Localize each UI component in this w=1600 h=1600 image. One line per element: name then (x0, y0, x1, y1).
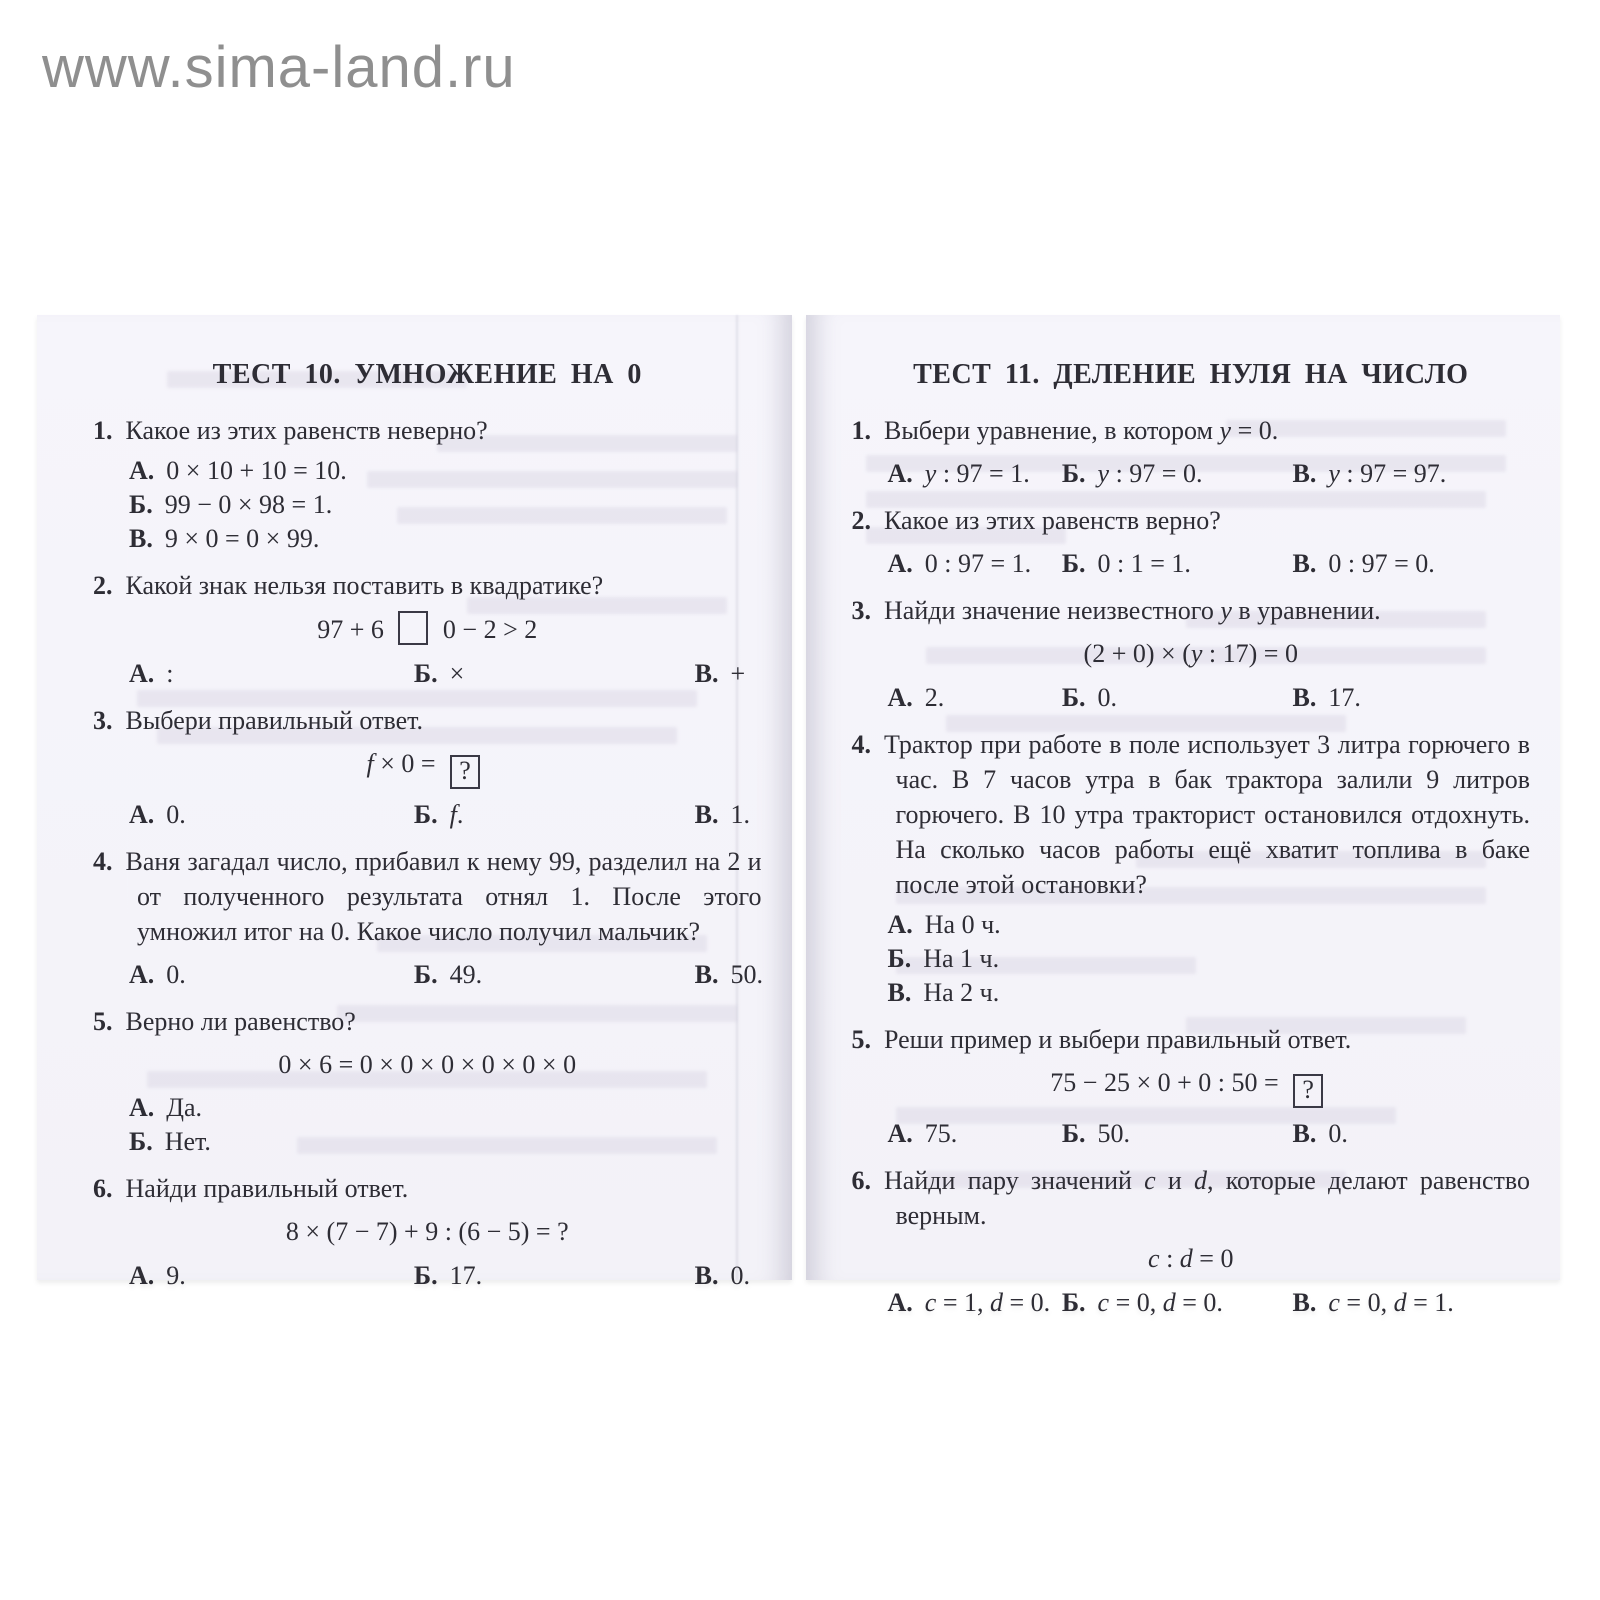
option-b (129, 488, 762, 522)
question-number: 2. (93, 571, 113, 600)
equation: 97 + 6 0 − 2 > 2 (93, 611, 762, 648)
option-letter: А. (129, 960, 155, 989)
option-letter: А. (129, 800, 155, 829)
option-text: 49. (449, 960, 483, 989)
empty-box (398, 611, 428, 645)
option-letter: А. (887, 1288, 913, 1317)
question-text: Трактор при работе в поле использует 3 литра горючего в час. В 7 часов утра в бак трактора залили 9 литров горючего. В 10 утра тракторист остановился отдохнуть. На сколько часов работы ещё хватит топлива в баке после этой остановки? (884, 730, 1530, 899)
question-2 (93, 568, 762, 691)
option-v (888, 976, 1531, 1010)
option-b (414, 957, 695, 992)
equation: 75 − 25 × 0 + 0 : 50 = ? (852, 1065, 1531, 1108)
option-letter: В. (887, 978, 912, 1007)
option-text: 1. (730, 800, 750, 829)
options-row (852, 680, 1531, 715)
option-a (852, 1285, 1062, 1320)
option-a (93, 1258, 414, 1293)
option-text: На 2 ч. (923, 978, 1000, 1007)
option-v (129, 522, 762, 556)
option-letter: В. (694, 960, 719, 989)
question-text: Какой знак нельзя поставить в квадратике? (125, 571, 604, 600)
option-text: 17. (449, 1261, 483, 1290)
option-text: y : 97 = 0. (1097, 459, 1203, 488)
option-letter: Б. (413, 659, 438, 688)
equation: (2 + 0) × (y : 17) = 0 (1083, 639, 1298, 668)
option-a (852, 1116, 1062, 1151)
option-v (1293, 546, 1530, 581)
question-number: 1. (93, 416, 113, 445)
option-letter: В. (129, 524, 153, 553)
question-number: 4. (93, 847, 113, 876)
option-letter: Б. (1061, 1288, 1086, 1317)
equation: 0 × 6 = 0 × 0 × 0 × 0 × 0 × 0 (278, 1050, 577, 1079)
options-row (852, 1285, 1531, 1320)
option-a (93, 656, 414, 691)
option-a (852, 546, 1062, 581)
option-letter: Б. (129, 1127, 153, 1156)
question-text: Найди пару значений c и d, которые делают равенство верным. (884, 1166, 1530, 1230)
option-v (695, 1258, 762, 1293)
option-b (1062, 1285, 1293, 1320)
options-stack (852, 908, 1531, 1010)
question-2 (852, 503, 1531, 581)
option-letter: В. (694, 800, 719, 829)
option-letter: А. (887, 910, 913, 939)
question-text: Найди правильный ответ. (125, 1174, 409, 1203)
option-text: 0 : 1 = 1. (1097, 549, 1191, 578)
watermark: www.sima-land.ru (42, 35, 516, 100)
option-text: c = 0, d = 0. (1097, 1288, 1223, 1317)
option-text: На 0 ч. (924, 910, 1001, 939)
option-letter: Б. (1061, 1119, 1086, 1148)
option-a (129, 1091, 762, 1125)
question-1 (852, 413, 1531, 491)
option-text: + (730, 659, 746, 688)
option-text: 50. (1097, 1119, 1131, 1148)
left-page-content (37, 315, 792, 1293)
option-text: y : 97 = 97. (1328, 459, 1447, 488)
option-text: y : 97 = 1. (924, 459, 1030, 488)
options-stack (93, 1091, 762, 1159)
question-number: 5. (851, 1025, 871, 1054)
option-v (1293, 1116, 1530, 1151)
question-text: Выбери уравнение, в котором y = 0. (884, 416, 1279, 445)
option-letter: Б. (413, 960, 438, 989)
option-text: Да. (166, 1093, 203, 1122)
options-row (852, 456, 1531, 491)
option-v (695, 957, 762, 992)
question-text: Выбери правильный ответ. (125, 706, 424, 735)
boxed-question-mark: ? (450, 755, 480, 789)
option-letter: А. (887, 459, 913, 488)
option-b (1062, 680, 1293, 715)
option-letter: В. (1292, 459, 1317, 488)
book-spread (37, 315, 1560, 1317)
option-letter: Б. (1061, 549, 1086, 578)
option-text: f. (449, 800, 464, 829)
option-letter: В. (1292, 683, 1317, 712)
options-row (852, 1116, 1531, 1151)
question-text: Какое из этих равенств верно? (884, 506, 1221, 535)
option-text: 75. (924, 1119, 958, 1148)
option-text: 9. (166, 1261, 186, 1290)
option-text: 0 : 97 = 0. (1328, 549, 1435, 578)
question-5 (93, 1004, 762, 1159)
option-b (1062, 546, 1293, 581)
option-b (1062, 1116, 1293, 1151)
option-b (414, 797, 695, 832)
option-v (695, 797, 762, 832)
option-letter: Б. (129, 490, 153, 519)
equation: f × 0 = ? (93, 746, 762, 789)
option-text: 0. (730, 1261, 750, 1290)
options-row (93, 656, 762, 691)
option-b (888, 942, 1531, 976)
question-1 (93, 413, 762, 556)
option-letter: В. (1292, 1119, 1317, 1148)
option-letter: В. (1292, 549, 1317, 578)
options-stack (93, 454, 762, 556)
question-3 (93, 703, 762, 832)
page-title: ТЕСТ 11. ДЕЛЕНИЕ НУЛЯ НА ЧИСЛО (913, 359, 1469, 390)
question-number: 5. (93, 1007, 113, 1036)
option-text: 0 : 97 = 1. (924, 549, 1032, 578)
question-text: Ваня загадал число, прибавил к нему 99, разделил на 2 и от полученного результата отнял 1. После этого умножил итог на 0. Какое число получил мальчик? (125, 847, 762, 946)
option-text: c = 1, d = 0. (924, 1288, 1051, 1317)
option-letter: А. (129, 1261, 155, 1290)
question-number: 2. (851, 506, 871, 535)
option-text: 0. (166, 960, 186, 989)
question-text: Верно ли равенство? (125, 1007, 356, 1036)
option-letter: А. (129, 659, 155, 688)
option-letter: А. (887, 1119, 913, 1148)
option-text: 9 × 0 = 0 × 99. (164, 524, 320, 553)
option-text: 0 × 10 + 10 = 10. (166, 456, 347, 485)
option-text: 50. (730, 960, 763, 989)
option-text: c = 0, d = 1. (1328, 1288, 1454, 1317)
options-row (93, 1258, 762, 1293)
option-text: : (166, 659, 174, 688)
option-a (852, 680, 1062, 715)
option-b (414, 656, 695, 691)
option-letter: Б. (413, 1261, 438, 1290)
option-text: 0. (166, 800, 186, 829)
left-page (37, 315, 792, 1290)
right-page (806, 315, 1561, 1317)
option-letter: Б. (1061, 459, 1086, 488)
option-letter: Б. (1061, 683, 1086, 712)
question-6 (93, 1171, 762, 1293)
option-text: 17. (1328, 683, 1361, 712)
option-a (852, 456, 1062, 491)
option-letter: Б. (887, 944, 912, 973)
boxed-question-mark: ? (1293, 1074, 1323, 1108)
option-letter: А. (129, 1093, 155, 1122)
option-a (129, 454, 762, 488)
question-text: Какое из этих равенств неверно? (125, 416, 488, 445)
question-number: 3. (93, 706, 113, 735)
question-number: 1. (851, 416, 871, 445)
option-letter: А. (887, 549, 913, 578)
option-v (1293, 1285, 1530, 1320)
option-letter: А. (887, 683, 913, 712)
question-number: 3. (851, 596, 871, 625)
option-letter: В. (1292, 1288, 1317, 1317)
option-text: 0. (1097, 683, 1118, 712)
options-row (93, 797, 762, 832)
question-number: 4. (851, 730, 871, 759)
option-text: × (449, 659, 465, 688)
question-4 (93, 844, 762, 992)
right-page-content (806, 315, 1561, 1320)
question-6 (852, 1163, 1531, 1320)
option-letter: В. (694, 659, 719, 688)
question-text: Найди значение неизвестного y в уравнении. (884, 596, 1381, 625)
question-text: Реши пример и выбери правильный ответ. (884, 1025, 1352, 1054)
option-b (129, 1125, 762, 1159)
question-4 (852, 727, 1531, 1010)
option-text: Нет. (164, 1127, 211, 1156)
page-title: ТЕСТ 10. УМНОЖЕНИЕ НА 0 (212, 359, 642, 390)
option-v (695, 656, 762, 691)
question-number: 6. (851, 1166, 871, 1195)
option-a (888, 908, 1531, 942)
equation: c : d = 0 (1148, 1244, 1234, 1273)
option-text: 2. (924, 683, 945, 712)
question-3 (852, 593, 1531, 715)
option-text: 0. (1328, 1119, 1348, 1148)
option-b (414, 1258, 695, 1293)
option-letter: А. (129, 456, 155, 485)
option-a (93, 797, 414, 832)
options-row (852, 546, 1531, 581)
equation: 8 × (7 − 7) + 9 : (6 − 5) = ? (285, 1217, 569, 1246)
option-b (1062, 456, 1293, 491)
option-text: На 1 ч. (923, 944, 1000, 973)
option-v (1293, 456, 1530, 491)
option-letter: Б. (413, 800, 438, 829)
question-number: 6. (93, 1174, 113, 1203)
option-a (93, 957, 414, 992)
option-v (1293, 680, 1530, 715)
question-5 (852, 1022, 1531, 1151)
option-letter: В. (694, 1261, 719, 1290)
options-row (93, 957, 762, 992)
option-text: 99 − 0 × 98 = 1. (164, 490, 333, 519)
